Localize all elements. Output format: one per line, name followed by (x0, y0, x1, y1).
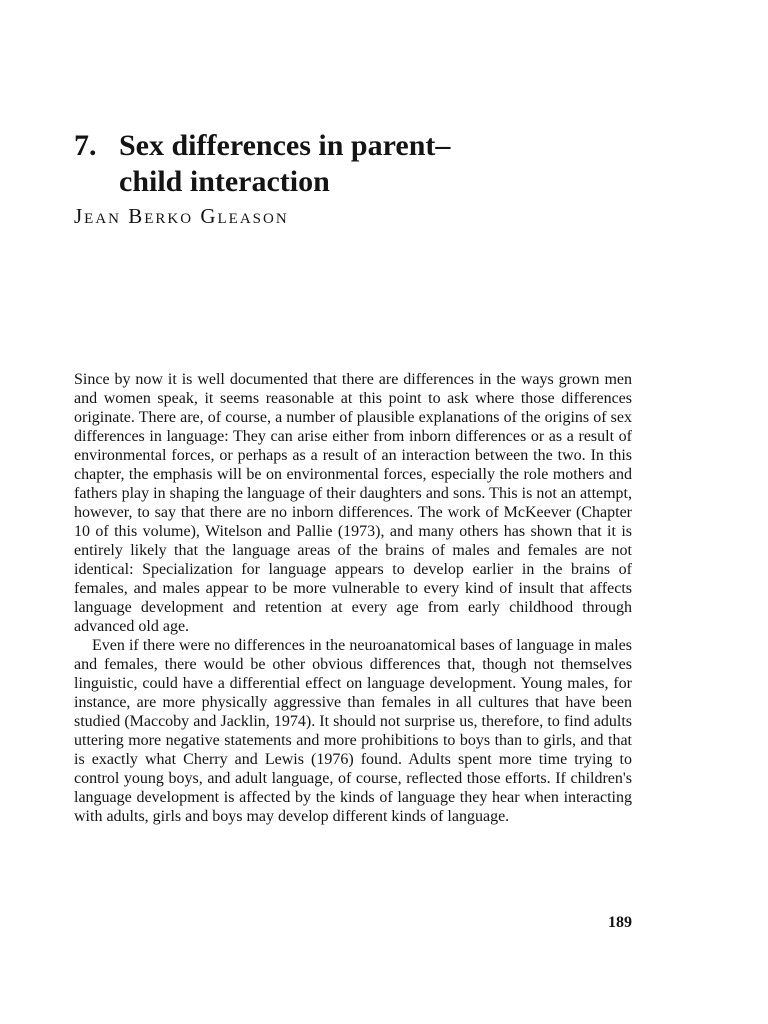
body-paragraph-1: Since by now it is well documented that there are differences in the ways grown men and women speak, it seems reasonable at this point to ask where those differences originate. There are, of course, a number of plausible explanations of the origins of sex differences in language: They can arise either from inborn differences or as a result of environmental forces, or perhaps as a result of an interaction between the two. In this chapter, the emphasis will be on environmental forces, especially the role mothers and fathers play in shaping the language of their daughters and sons. This is not an attempt, however, to say that there are no inborn differences. The work of McKeever (Chapter 10 of this volume), Witelson and Pallie (1973), and many others has shown that it is entirely likely that the language areas of the brains of males and females are not identical: Specialization for language appears to develop earlier in the brains of females, and males appear to be more vulnerable to every kind of insult that affects language development and retention at every age from early childhood through advanced old age. (74, 371, 632, 635)
chapter-title-line-2: child interaction (119, 165, 330, 198)
chapter-title-line-1: Sex differences in parent– (119, 129, 451, 162)
chapter-heading (74, 128, 674, 200)
chapter-body (74, 370, 632, 826)
page-number: 189 (608, 914, 632, 931)
chapter-number: 7. (74, 129, 97, 162)
chapter-author: Jean Berko Gleason (74, 204, 289, 228)
body-paragraph-2: Even if there were no differences in the neuroanatomical bases of language in males and females, there would be other obvious differences that, though not themselves linguistic, could have a differential effect on language development. Young males, for instance, are more physically aggressive than females in all cultures that have been studied (Maccoby and Jacklin, 1974). It should not surprise us, therefore, to find adults uttering more negative statements and more prohibitions to boys than to girls, and that is exactly what Cherry and Lewis (1976) found. Adults spent more time trying to control young boys, and adult language, of course, reflected those efforts. If children's language development is affected by the kinds of language they hear when interacting with adults, girls and boys may develop different kinds of language. (74, 637, 632, 825)
